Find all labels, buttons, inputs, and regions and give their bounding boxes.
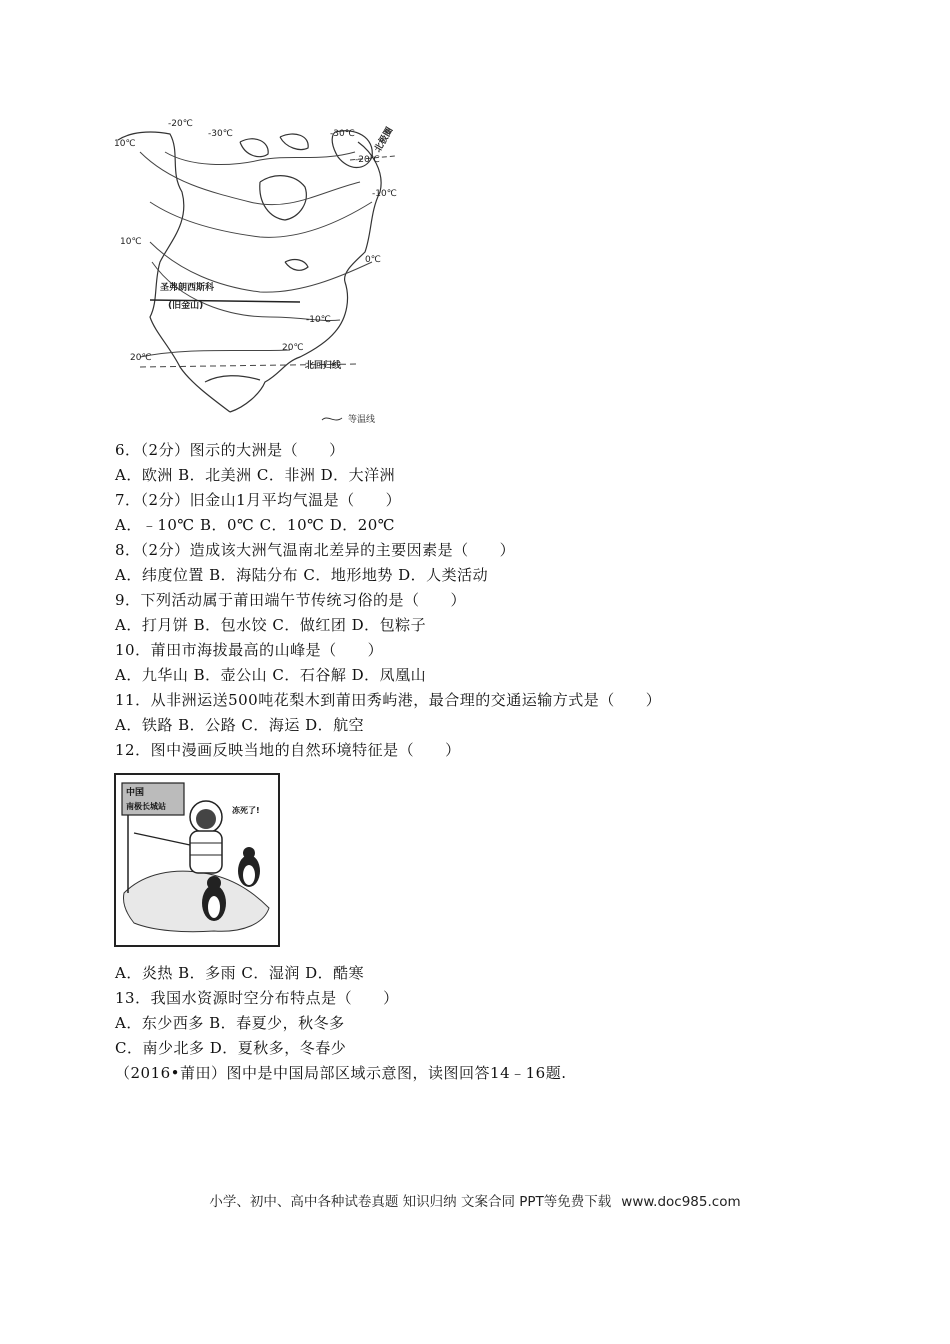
label-arctic: 北极圈 xyxy=(373,125,396,155)
isotherm-minus-30 xyxy=(165,152,355,165)
questions-block xyxy=(115,438,875,763)
q8-options: A．纬度位置 B．海陆分布 C．地形地势 D．人类活动 xyxy=(115,566,489,584)
q9-options: A．打月饼 B．包水饺 C．做红团 D．包粽子 xyxy=(115,616,427,634)
north-america-isotherm-map xyxy=(110,112,410,434)
footer-text: 小学、初中、高中各种试卷真题 知识归纳 文案合同 PPT等免费下载 xyxy=(209,1194,612,1210)
legend-isotherm-symbol xyxy=(322,418,342,420)
label-t8: -10℃ xyxy=(306,315,331,325)
q12-stem: 12．图中漫画反映当地的自然环境特征是（ ） xyxy=(115,741,461,759)
coastline-west xyxy=(118,132,230,412)
legend-label: 等温线 xyxy=(348,415,376,425)
hudson-bay xyxy=(260,176,307,220)
q7-stem: 7．（2分）旧金山1月平均气温是（ ） xyxy=(115,491,402,509)
label-t1: -20℃ xyxy=(168,119,193,129)
q14-16-intro: （2016•莆田）图中是中国局部区域示意图，读图回答14﹣16题. xyxy=(115,1064,567,1082)
q11-stem: 11．从非洲运送500吨花梨木到莆田秀屿港，最合理的交通运输方式是（ ） xyxy=(115,691,662,709)
label-t5: -10℃ xyxy=(372,189,397,199)
sign-line1: 中国 xyxy=(126,788,145,798)
cartoon-graphic xyxy=(114,773,280,947)
great-lakes xyxy=(285,260,308,271)
label-t2: -30℃ xyxy=(208,129,233,139)
q7-options: A．﹣10℃ B．0℃ C．10℃ D．20℃ xyxy=(115,516,396,534)
q6-options: A．欧洲 B．北美洲 C．非洲 D．大洋洲 xyxy=(115,466,396,484)
page-footer xyxy=(0,1190,950,1210)
speech-text: 冻死了! xyxy=(232,806,260,815)
label-t6: 10℃ xyxy=(120,237,142,247)
q10-options: A．九华山 B．壶公山 C．石谷解 D．凤凰山 xyxy=(115,666,427,684)
q12-options: A．炎热 B．多雨 C．湿润 D．酷寒 xyxy=(115,964,365,982)
label-t3: -30℃ xyxy=(330,129,355,139)
q8-stem: 8．（2分）造成该大洲气温南北差异的主要因素是（ ） xyxy=(115,541,516,559)
questions-block-2 xyxy=(115,961,875,1086)
label-t7: 0℃ xyxy=(365,255,381,265)
label-city-alt: (旧金山) xyxy=(168,301,204,311)
isotherm-minus-20 xyxy=(140,152,360,205)
q13-options-2: C．南少北多 D．夏秋多，冬春少 xyxy=(115,1039,347,1057)
q11-options: A．铁路 B．公路 C．海运 D．航空 xyxy=(115,716,365,734)
antarctica-cartoon xyxy=(114,773,280,947)
q6-stem: 6．（2分）图示的大洲是（ ） xyxy=(115,441,345,459)
q13-stem: 13．我国水资源时空分布特点是（ ） xyxy=(115,989,399,1007)
label-t11: 10℃ xyxy=(114,139,136,149)
map-graphic xyxy=(110,112,410,434)
sign-line2: 南极长城站 xyxy=(126,802,166,811)
q10-stem: 10．莆田市海拔最高的山峰是（ ） xyxy=(115,641,384,659)
isotherm-20 xyxy=(140,350,290,357)
footer-site-link[interactable]: www.doc985.com xyxy=(621,1194,741,1210)
arctic-islands xyxy=(240,134,308,157)
q13-options-1: A．东少西多 B．春夏少，秋冬多 xyxy=(115,1014,345,1032)
gulf-coast xyxy=(205,376,260,382)
q9-stem: 9．下列活动属于莆田端午节传统习俗的是（ ） xyxy=(115,591,467,609)
label-t4: -20℃ xyxy=(355,155,380,165)
label-city: 圣弗朗西斯科 xyxy=(160,283,215,293)
label-t9: 20℃ xyxy=(282,343,304,353)
label-tropic: 北回归线 xyxy=(305,361,342,371)
label-t10: 20℃ xyxy=(130,353,152,363)
